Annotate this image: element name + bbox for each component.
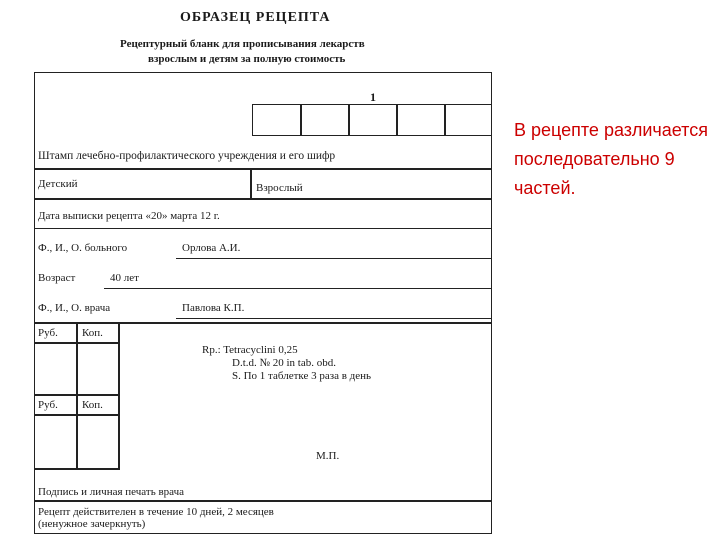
adult-label: Взрослый — [256, 182, 303, 194]
doctor-name: Павлова К.П. — [182, 302, 245, 314]
kop-label: Коп. — [82, 327, 103, 339]
rub-label-2: Руб. — [38, 399, 58, 411]
form-title: ОБРАЗЕЦ РЕЦЕПТА — [180, 10, 331, 25]
rx-line-2: D.t.d. № 20 in tab. obd. — [232, 357, 336, 369]
validity-note: (ненужное зачеркнуть) — [38, 518, 146, 530]
child-label: Детский — [38, 178, 78, 190]
date-label: Дата выписки рецепта «20» марта 12 г. — [38, 210, 220, 222]
signature-label: Подпись и личная печать врача — [38, 486, 185, 498]
form-subtitle-line1: Рецептурный бланк для прописывания лекарств — [120, 38, 365, 50]
kop-label-2: Коп. — [82, 399, 103, 411]
seal-label: М.П. — [316, 450, 340, 462]
prescription-form-scan — [24, 0, 500, 540]
age-value: 40 лет — [110, 272, 139, 284]
stamp-label: Штамп лечебно-профилактического учреждения и его шифр — [38, 150, 336, 162]
institution-code-boxes — [252, 104, 492, 136]
side-note: В рецепте различается последовательно 9 частей. — [514, 120, 708, 198]
patient-name: Орлова А.И. — [182, 242, 241, 254]
rx-line-3: S. По 1 таблетке 3 раза в день — [232, 370, 372, 382]
validity-text: Рецепт действителен в течение 10 дней, 2 месяцев — [38, 506, 274, 518]
doctor-label: Ф., И., О. врача — [38, 302, 111, 314]
form-subtitle-line2: взрослым и детям за полную стоимость — [148, 53, 346, 65]
age-label: Возраст — [38, 272, 76, 284]
rub-label: Руб. — [38, 327, 58, 339]
patient-label: Ф., И., О. больного — [38, 242, 128, 254]
rx-line-1: Rp.: Tetracyclini 0,25 — [202, 344, 298, 356]
code-number: 1 — [370, 90, 376, 104]
